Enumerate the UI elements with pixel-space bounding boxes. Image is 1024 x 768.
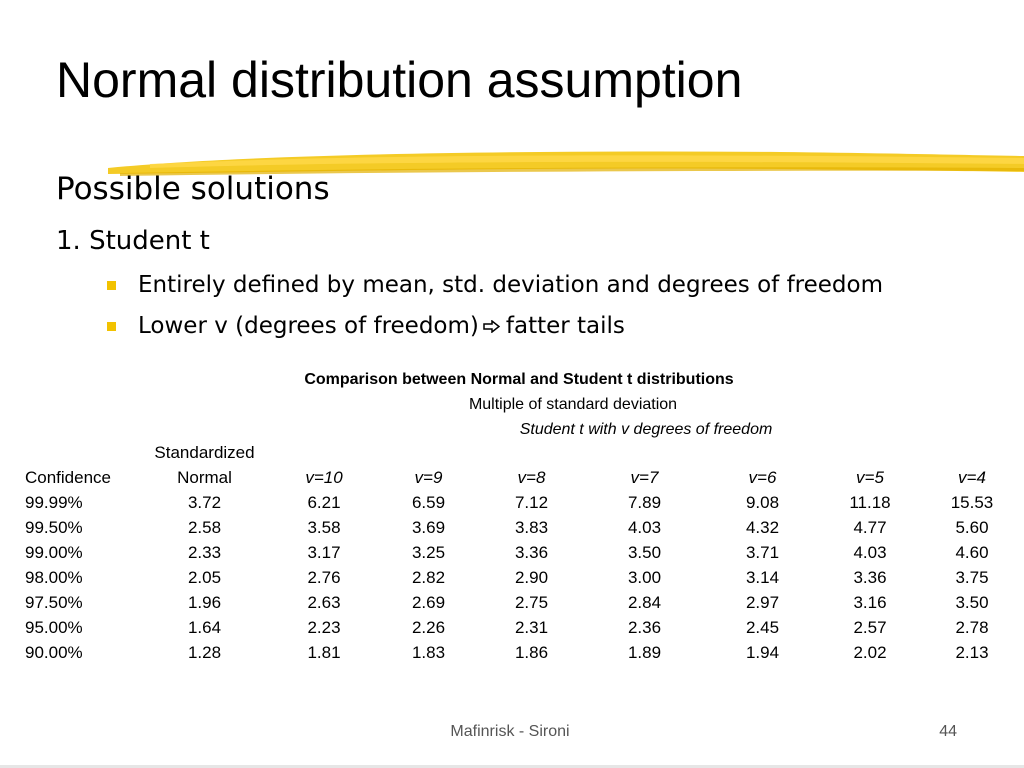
- table-header-row: [20, 441, 1023, 465]
- value-cell: 1.64: [187, 618, 222, 637]
- value-cell: 2.05: [187, 568, 222, 587]
- header-standardized: Standardized: [154, 443, 255, 462]
- value-cell: 2.69: [411, 593, 446, 612]
- slide-title: Normal distribution assumption: [56, 52, 743, 108]
- value-cell: 1.96: [187, 593, 222, 612]
- value-cell: 2.90: [514, 568, 549, 587]
- header-v: v=4: [958, 468, 986, 487]
- value-cell: 15.53: [950, 493, 994, 512]
- value-cell: 2.33: [187, 543, 222, 562]
- header-confidence: Confidence: [25, 468, 112, 487]
- confidence-cell: 99.50%: [25, 518, 83, 537]
- bullet-item: [107, 311, 625, 341]
- page-number: 44: [939, 723, 957, 740]
- header-v: v=5: [856, 468, 884, 487]
- value-cell: 2.97: [745, 593, 780, 612]
- header-v: v=10: [305, 468, 343, 487]
- value-cell: 2.75: [514, 593, 549, 612]
- table-row: [20, 590, 1023, 615]
- value-cell: 2.23: [307, 618, 341, 637]
- table-row: [20, 515, 1023, 540]
- value-cell: 2.31: [514, 618, 549, 637]
- value-cell: 2.57: [853, 618, 887, 637]
- value-cell: 3.50: [955, 593, 989, 612]
- value-cell: 3.83: [514, 518, 549, 537]
- header-blank: [20, 441, 138, 465]
- table-header-row: [20, 465, 1023, 490]
- value-cell: 3.16: [853, 593, 887, 612]
- value-cell: 6.59: [411, 493, 446, 512]
- comparison-table: [20, 441, 1023, 665]
- student-t-caption: Student t with v degrees of freedom: [519, 421, 773, 438]
- value-cell: 5.60: [955, 518, 989, 537]
- confidence-cell: 99.00%: [25, 543, 83, 562]
- bullet-item: [107, 270, 883, 300]
- bullet-square-icon: [107, 281, 116, 290]
- bullet-text: [138, 311, 625, 341]
- value-cell: 1.28: [187, 643, 222, 662]
- value-cell: 6.21: [307, 493, 341, 512]
- table-row: [20, 615, 1023, 640]
- header-v: v=6: [748, 468, 777, 487]
- value-cell: 2.13: [955, 643, 989, 662]
- value-cell: 1.81: [307, 643, 341, 662]
- confidence-cell: 97.50%: [25, 593, 83, 612]
- value-cell: 2.63: [307, 593, 341, 612]
- value-cell: 3.36: [514, 543, 549, 562]
- value-cell: 1.83: [411, 643, 446, 662]
- confidence-cell: 90.00%: [25, 643, 83, 662]
- table-caption: Comparison between Normal and Student t distributions: [304, 371, 734, 388]
- heading-possible-solutions: Possible solutions: [56, 171, 330, 207]
- value-cell: 2.26: [411, 618, 446, 637]
- value-cell: 2.02: [853, 643, 887, 662]
- header-normal: Normal: [177, 468, 232, 487]
- table-row: [20, 565, 1023, 590]
- value-cell: 3.58: [307, 518, 341, 537]
- value-cell: 4.03: [627, 518, 662, 537]
- value-cell: 3.50: [627, 543, 662, 562]
- value-cell: 3.36: [853, 568, 887, 587]
- value-cell: 2.36: [627, 618, 662, 637]
- footer-text: Mafinrisk - Sironi: [450, 723, 570, 740]
- value-cell: 3.69: [411, 518, 446, 537]
- bullet-square-icon: [107, 322, 116, 331]
- value-cell: 4.60: [955, 543, 989, 562]
- table-row: [20, 540, 1023, 565]
- header-v: v=8: [517, 468, 546, 487]
- bullet-text-before: Lower v (degrees of freedom): [138, 313, 479, 339]
- table-row: [20, 490, 1023, 515]
- value-cell: 7.12: [514, 493, 549, 512]
- value-cell: 3.71: [745, 543, 780, 562]
- value-cell: 4.77: [853, 518, 887, 537]
- value-cell: 3.17: [307, 543, 341, 562]
- confidence-cell: 98.00%: [25, 568, 83, 587]
- table-row: [20, 640, 1023, 665]
- value-cell: 2.45: [745, 618, 780, 637]
- value-cell: 2.76: [307, 568, 341, 587]
- confidence-cell: 99.99%: [25, 493, 83, 512]
- value-cell: 3.75: [955, 568, 989, 587]
- value-cell: 9.08: [745, 493, 780, 512]
- value-cell: 2.84: [627, 593, 662, 612]
- value-cell: 3.00: [627, 568, 662, 587]
- value-cell: 4.03: [853, 543, 887, 562]
- value-cell: 1.86: [514, 643, 549, 662]
- value-cell: 2.58: [187, 518, 222, 537]
- table-subcaption: Multiple of standard deviation: [468, 396, 678, 413]
- subheading-student-t: 1. Student t: [56, 226, 210, 256]
- value-cell: 3.14: [745, 568, 780, 587]
- header-v: v=9: [414, 468, 443, 487]
- value-cell: 7.89: [627, 493, 662, 512]
- value-cell: 2.78: [955, 618, 989, 637]
- value-cell: 2.82: [411, 568, 446, 587]
- value-cell: 1.94: [745, 643, 780, 662]
- value-cell: 1.89: [627, 643, 662, 662]
- value-cell: 11.18: [849, 493, 891, 512]
- value-cell: 3.25: [411, 543, 446, 562]
- value-cell: 3.72: [187, 493, 222, 512]
- bullet-text: Entirely defined by mean, std. deviation and degrees of freedom: [138, 272, 883, 298]
- value-cell: 4.32: [745, 518, 780, 537]
- arrow-right-icon: [483, 320, 500, 333]
- header-v: v=7: [630, 468, 659, 487]
- confidence-cell: 95.00%: [25, 618, 83, 637]
- bullet-text-after: fatter tails: [505, 313, 625, 339]
